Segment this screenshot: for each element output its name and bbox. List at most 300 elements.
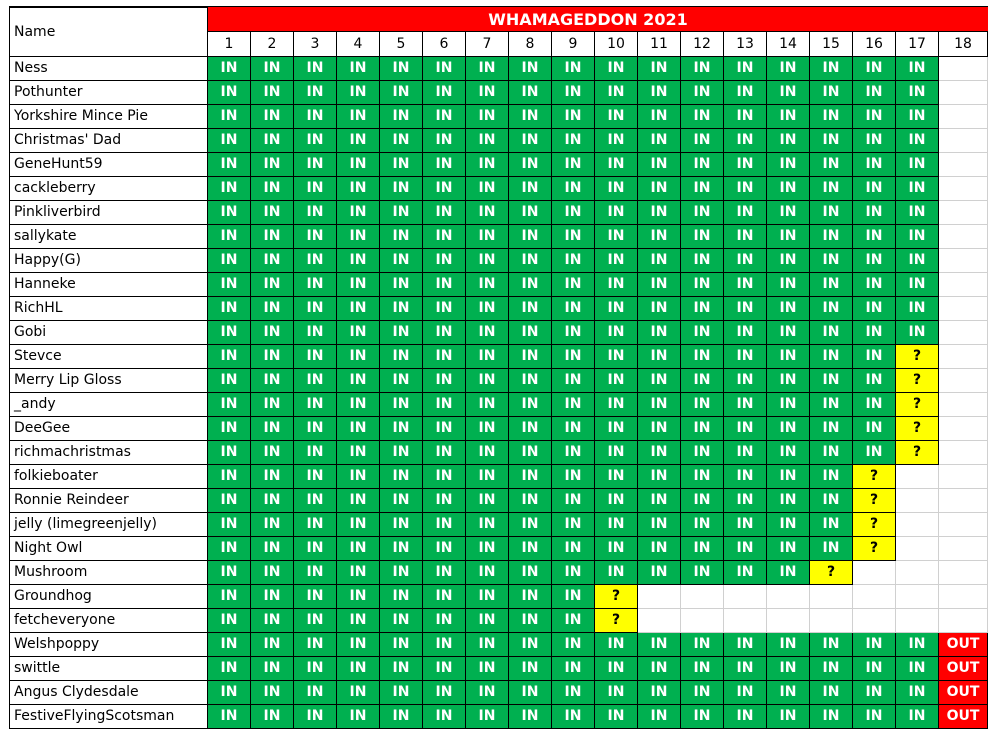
status-cell-in[interactable]: IN bbox=[810, 489, 853, 513]
status-cell-in[interactable]: IN bbox=[337, 105, 380, 129]
status-cell-in[interactable]: IN bbox=[853, 153, 896, 177]
status-cell-in[interactable]: IN bbox=[810, 345, 853, 369]
status-cell-in[interactable]: IN bbox=[896, 657, 939, 681]
status-cell-blank[interactable] bbox=[767, 609, 810, 633]
status-cell-in[interactable]: IN bbox=[251, 249, 294, 273]
status-cell-in[interactable]: IN bbox=[595, 561, 638, 585]
status-cell-blank[interactable] bbox=[939, 345, 988, 369]
status-cell-in[interactable]: IN bbox=[337, 465, 380, 489]
status-cell-in[interactable]: IN bbox=[294, 297, 337, 321]
status-cell-in[interactable]: IN bbox=[896, 57, 939, 81]
status-cell-in[interactable]: IN bbox=[466, 633, 509, 657]
status-cell-blank[interactable] bbox=[724, 609, 767, 633]
status-cell-in[interactable]: IN bbox=[423, 561, 466, 585]
status-cell-in[interactable]: IN bbox=[294, 369, 337, 393]
status-cell-in[interactable]: IN bbox=[509, 129, 552, 153]
status-cell-blank[interactable] bbox=[939, 297, 988, 321]
status-cell-in[interactable]: IN bbox=[552, 105, 595, 129]
status-cell-in[interactable]: IN bbox=[724, 153, 767, 177]
status-cell-in[interactable]: IN bbox=[380, 201, 423, 225]
status-cell-in[interactable]: IN bbox=[767, 129, 810, 153]
status-cell-in[interactable]: IN bbox=[767, 657, 810, 681]
status-cell-in[interactable]: IN bbox=[853, 657, 896, 681]
status-cell-in[interactable]: IN bbox=[208, 513, 251, 537]
status-cell-in[interactable]: IN bbox=[423, 465, 466, 489]
status-cell-in[interactable]: IN bbox=[552, 393, 595, 417]
status-cell-in[interactable]: IN bbox=[466, 705, 509, 729]
status-cell-in[interactable]: IN bbox=[638, 417, 681, 441]
participant-name[interactable]: swittle bbox=[9, 657, 208, 681]
status-cell-in[interactable]: IN bbox=[337, 537, 380, 561]
status-cell-in[interactable]: IN bbox=[853, 105, 896, 129]
status-cell-in[interactable]: IN bbox=[509, 57, 552, 81]
status-cell-in[interactable]: IN bbox=[638, 345, 681, 369]
status-cell-in[interactable]: IN bbox=[208, 321, 251, 345]
status-cell-in[interactable]: IN bbox=[552, 201, 595, 225]
participant-name[interactable]: FestiveFlyingScotsman bbox=[9, 705, 208, 729]
status-cell-in[interactable]: IN bbox=[337, 345, 380, 369]
status-cell-in[interactable]: IN bbox=[509, 105, 552, 129]
status-cell-in[interactable]: IN bbox=[423, 321, 466, 345]
status-cell-in[interactable]: IN bbox=[681, 153, 724, 177]
status-cell-blank[interactable] bbox=[939, 393, 988, 417]
status-cell-in[interactable]: IN bbox=[595, 417, 638, 441]
status-cell-in[interactable]: IN bbox=[294, 561, 337, 585]
status-cell-in[interactable]: IN bbox=[810, 537, 853, 561]
status-cell-in[interactable]: IN bbox=[896, 129, 939, 153]
status-cell-in[interactable]: IN bbox=[638, 249, 681, 273]
status-cell-in[interactable]: IN bbox=[423, 489, 466, 513]
status-cell-in[interactable]: IN bbox=[294, 537, 337, 561]
status-cell-in[interactable]: IN bbox=[767, 201, 810, 225]
status-cell-in[interactable]: IN bbox=[466, 273, 509, 297]
status-cell-in[interactable]: IN bbox=[681, 393, 724, 417]
status-cell-in[interactable]: IN bbox=[638, 537, 681, 561]
status-cell-in[interactable]: IN bbox=[337, 225, 380, 249]
status-cell-in[interactable]: IN bbox=[337, 297, 380, 321]
status-cell-in[interactable]: IN bbox=[294, 201, 337, 225]
status-cell-blank[interactable] bbox=[939, 609, 988, 633]
status-cell-in[interactable]: IN bbox=[380, 369, 423, 393]
status-cell-in[interactable]: IN bbox=[423, 57, 466, 81]
status-cell-in[interactable]: IN bbox=[681, 273, 724, 297]
status-cell-blank[interactable] bbox=[767, 585, 810, 609]
status-cell-in[interactable]: IN bbox=[552, 681, 595, 705]
status-cell-out[interactable]: OUT bbox=[939, 705, 988, 729]
status-cell-in[interactable]: IN bbox=[466, 465, 509, 489]
status-cell-in[interactable]: IN bbox=[552, 585, 595, 609]
day-header-1[interactable]: 1 bbox=[208, 32, 251, 57]
status-cell-blank[interactable] bbox=[681, 585, 724, 609]
status-cell-in[interactable]: IN bbox=[509, 249, 552, 273]
status-cell-in[interactable]: IN bbox=[380, 105, 423, 129]
name-column-header[interactable]: Name bbox=[9, 7, 208, 57]
status-cell-in[interactable]: IN bbox=[380, 225, 423, 249]
status-cell-in[interactable]: IN bbox=[638, 657, 681, 681]
participant-name[interactable]: Merry Lip Gloss bbox=[9, 369, 208, 393]
status-cell-in[interactable]: IN bbox=[380, 57, 423, 81]
status-cell-in[interactable]: IN bbox=[208, 201, 251, 225]
status-cell-in[interactable]: IN bbox=[423, 297, 466, 321]
status-cell-in[interactable]: IN bbox=[810, 465, 853, 489]
status-cell-in[interactable]: IN bbox=[208, 249, 251, 273]
day-header-18[interactable]: 18 bbox=[939, 32, 988, 57]
status-cell-in[interactable]: IN bbox=[552, 177, 595, 201]
status-cell-in[interactable]: IN bbox=[810, 681, 853, 705]
participant-name[interactable]: _andy bbox=[9, 393, 208, 417]
status-cell-in[interactable]: IN bbox=[294, 57, 337, 81]
status-cell-in[interactable]: IN bbox=[251, 609, 294, 633]
status-cell-in[interactable]: IN bbox=[810, 393, 853, 417]
status-cell-in[interactable]: IN bbox=[681, 225, 724, 249]
status-cell-in[interactable]: IN bbox=[681, 657, 724, 681]
status-cell-in[interactable]: IN bbox=[466, 105, 509, 129]
status-cell-blank[interactable] bbox=[638, 609, 681, 633]
status-cell-in[interactable]: IN bbox=[724, 489, 767, 513]
status-cell-in[interactable]: IN bbox=[638, 153, 681, 177]
status-cell-in[interactable]: IN bbox=[380, 297, 423, 321]
status-cell-in[interactable]: IN bbox=[509, 297, 552, 321]
status-cell-in[interactable]: IN bbox=[251, 513, 294, 537]
status-cell-in[interactable]: IN bbox=[681, 561, 724, 585]
participant-name[interactable]: Night Owl bbox=[9, 537, 208, 561]
status-cell-in[interactable]: IN bbox=[681, 441, 724, 465]
status-cell-in[interactable]: IN bbox=[466, 81, 509, 105]
status-cell-in[interactable]: IN bbox=[853, 321, 896, 345]
status-cell-in[interactable]: IN bbox=[294, 489, 337, 513]
status-cell-in[interactable]: IN bbox=[552, 609, 595, 633]
status-cell-in[interactable]: IN bbox=[251, 705, 294, 729]
status-cell-in[interactable]: IN bbox=[595, 681, 638, 705]
status-cell-in[interactable]: IN bbox=[552, 129, 595, 153]
status-cell-in[interactable]: IN bbox=[509, 81, 552, 105]
day-header-2[interactable]: 2 bbox=[251, 32, 294, 57]
status-cell-in[interactable]: IN bbox=[638, 129, 681, 153]
status-cell-in[interactable]: IN bbox=[853, 249, 896, 273]
status-cell-in[interactable]: IN bbox=[853, 81, 896, 105]
status-cell-in[interactable]: IN bbox=[509, 273, 552, 297]
status-cell-in[interactable]: IN bbox=[896, 633, 939, 657]
status-cell-blank[interactable] bbox=[681, 609, 724, 633]
status-cell-in[interactable]: IN bbox=[681, 201, 724, 225]
status-cell-in[interactable]: IN bbox=[509, 537, 552, 561]
status-cell-in[interactable]: IN bbox=[810, 105, 853, 129]
status-cell-blank[interactable] bbox=[939, 489, 988, 513]
status-cell-blank[interactable] bbox=[939, 369, 988, 393]
participant-name[interactable]: Pothunter bbox=[9, 81, 208, 105]
status-cell-out[interactable]: OUT bbox=[939, 633, 988, 657]
participant-name[interactable]: Pinkliverbird bbox=[9, 201, 208, 225]
status-cell-blank[interactable] bbox=[939, 513, 988, 537]
status-cell-blank[interactable] bbox=[939, 537, 988, 561]
status-cell-in[interactable]: IN bbox=[810, 81, 853, 105]
status-cell-in[interactable]: IN bbox=[552, 297, 595, 321]
status-cell-in[interactable]: IN bbox=[509, 465, 552, 489]
status-cell-in[interactable]: IN bbox=[638, 81, 681, 105]
status-cell-in[interactable]: IN bbox=[595, 177, 638, 201]
status-cell-in[interactable]: IN bbox=[552, 417, 595, 441]
status-cell-in[interactable]: IN bbox=[466, 225, 509, 249]
status-cell-in[interactable]: IN bbox=[466, 369, 509, 393]
status-cell-in[interactable]: IN bbox=[251, 297, 294, 321]
status-cell-in[interactable]: IN bbox=[337, 489, 380, 513]
status-cell-in[interactable]: IN bbox=[681, 177, 724, 201]
status-cell-in[interactable]: IN bbox=[337, 321, 380, 345]
status-cell-in[interactable]: IN bbox=[423, 393, 466, 417]
status-cell-blank[interactable] bbox=[939, 441, 988, 465]
status-cell-in[interactable]: IN bbox=[724, 633, 767, 657]
status-cell-in[interactable]: IN bbox=[681, 57, 724, 81]
status-cell-in[interactable]: IN bbox=[681, 537, 724, 561]
status-cell-in[interactable]: IN bbox=[337, 153, 380, 177]
status-cell-in[interactable]: IN bbox=[509, 393, 552, 417]
status-cell-in[interactable]: IN bbox=[853, 273, 896, 297]
status-cell-in[interactable]: IN bbox=[767, 393, 810, 417]
status-cell-question[interactable]: ? bbox=[810, 561, 853, 585]
status-cell-in[interactable]: IN bbox=[208, 633, 251, 657]
status-cell-blank[interactable] bbox=[939, 177, 988, 201]
status-cell-in[interactable]: IN bbox=[724, 537, 767, 561]
status-cell-in[interactable]: IN bbox=[638, 57, 681, 81]
status-cell-in[interactable]: IN bbox=[466, 585, 509, 609]
status-cell-in[interactable]: IN bbox=[294, 153, 337, 177]
status-cell-blank[interactable] bbox=[896, 561, 939, 585]
status-cell-in[interactable]: IN bbox=[380, 177, 423, 201]
status-cell-in[interactable]: IN bbox=[251, 657, 294, 681]
status-cell-in[interactable]: IN bbox=[896, 249, 939, 273]
status-cell-in[interactable]: IN bbox=[509, 345, 552, 369]
status-cell-in[interactable]: IN bbox=[767, 633, 810, 657]
status-cell-in[interactable]: IN bbox=[724, 513, 767, 537]
status-cell-in[interactable]: IN bbox=[638, 273, 681, 297]
status-cell-in[interactable]: IN bbox=[509, 177, 552, 201]
day-header-8[interactable]: 8 bbox=[509, 32, 552, 57]
status-cell-in[interactable]: IN bbox=[251, 153, 294, 177]
status-cell-in[interactable]: IN bbox=[853, 225, 896, 249]
participant-name[interactable]: Happy(G) bbox=[9, 249, 208, 273]
status-cell-in[interactable]: IN bbox=[638, 201, 681, 225]
status-cell-in[interactable]: IN bbox=[509, 417, 552, 441]
status-cell-in[interactable]: IN bbox=[896, 705, 939, 729]
status-cell-in[interactable]: IN bbox=[208, 345, 251, 369]
status-cell-in[interactable]: IN bbox=[423, 537, 466, 561]
status-cell-in[interactable]: IN bbox=[552, 249, 595, 273]
status-cell-in[interactable]: IN bbox=[552, 225, 595, 249]
status-cell-in[interactable]: IN bbox=[251, 177, 294, 201]
status-cell-in[interactable]: IN bbox=[896, 201, 939, 225]
status-cell-in[interactable]: IN bbox=[724, 201, 767, 225]
status-cell-in[interactable]: IN bbox=[423, 441, 466, 465]
status-cell-in[interactable]: IN bbox=[509, 441, 552, 465]
status-cell-in[interactable]: IN bbox=[638, 297, 681, 321]
status-cell-in[interactable]: IN bbox=[896, 297, 939, 321]
status-cell-in[interactable]: IN bbox=[466, 417, 509, 441]
status-cell-in[interactable]: IN bbox=[251, 81, 294, 105]
status-cell-in[interactable]: IN bbox=[337, 585, 380, 609]
status-cell-in[interactable]: IN bbox=[681, 321, 724, 345]
status-cell-in[interactable]: IN bbox=[466, 561, 509, 585]
status-cell-in[interactable]: IN bbox=[810, 633, 853, 657]
status-cell-in[interactable]: IN bbox=[337, 81, 380, 105]
status-cell-in[interactable]: IN bbox=[638, 441, 681, 465]
status-cell-in[interactable]: IN bbox=[294, 129, 337, 153]
status-cell-in[interactable]: IN bbox=[810, 321, 853, 345]
status-cell-in[interactable]: IN bbox=[509, 585, 552, 609]
status-cell-in[interactable]: IN bbox=[853, 201, 896, 225]
status-cell-in[interactable]: IN bbox=[810, 369, 853, 393]
status-cell-in[interactable]: IN bbox=[810, 513, 853, 537]
status-cell-in[interactable]: IN bbox=[853, 441, 896, 465]
status-cell-in[interactable]: IN bbox=[423, 609, 466, 633]
status-cell-in[interactable]: IN bbox=[853, 393, 896, 417]
status-cell-in[interactable]: IN bbox=[251, 105, 294, 129]
status-cell-blank[interactable] bbox=[896, 513, 939, 537]
status-cell-in[interactable]: IN bbox=[638, 105, 681, 129]
status-cell-in[interactable]: IN bbox=[466, 513, 509, 537]
status-cell-question[interactable]: ? bbox=[896, 345, 939, 369]
status-cell-in[interactable]: IN bbox=[380, 561, 423, 585]
status-cell-in[interactable]: IN bbox=[681, 297, 724, 321]
status-cell-in[interactable]: IN bbox=[251, 441, 294, 465]
status-cell-in[interactable]: IN bbox=[423, 585, 466, 609]
status-cell-in[interactable]: IN bbox=[638, 705, 681, 729]
status-cell-in[interactable]: IN bbox=[380, 537, 423, 561]
status-cell-blank[interactable] bbox=[853, 585, 896, 609]
status-cell-in[interactable]: IN bbox=[853, 177, 896, 201]
status-cell-blank[interactable] bbox=[896, 465, 939, 489]
status-cell-in[interactable]: IN bbox=[208, 369, 251, 393]
participant-name[interactable]: Christmas' Dad bbox=[9, 129, 208, 153]
status-cell-in[interactable]: IN bbox=[423, 177, 466, 201]
status-cell-in[interactable]: IN bbox=[509, 705, 552, 729]
day-header-7[interactable]: 7 bbox=[466, 32, 509, 57]
status-cell-in[interactable]: IN bbox=[724, 705, 767, 729]
status-cell-in[interactable]: IN bbox=[251, 561, 294, 585]
status-cell-in[interactable]: IN bbox=[509, 657, 552, 681]
status-cell-in[interactable]: IN bbox=[294, 657, 337, 681]
status-cell-in[interactable]: IN bbox=[810, 441, 853, 465]
status-cell-in[interactable]: IN bbox=[595, 393, 638, 417]
status-cell-in[interactable]: IN bbox=[595, 249, 638, 273]
status-cell-in[interactable]: IN bbox=[337, 129, 380, 153]
status-cell-in[interactable]: IN bbox=[294, 609, 337, 633]
status-cell-in[interactable]: IN bbox=[896, 105, 939, 129]
status-cell-question[interactable]: ? bbox=[896, 369, 939, 393]
status-cell-in[interactable]: IN bbox=[896, 153, 939, 177]
participant-name[interactable]: richmachristmas bbox=[9, 441, 208, 465]
day-header-6[interactable]: 6 bbox=[423, 32, 466, 57]
status-cell-in[interactable]: IN bbox=[466, 321, 509, 345]
status-cell-blank[interactable] bbox=[896, 489, 939, 513]
status-cell-in[interactable]: IN bbox=[337, 249, 380, 273]
status-cell-blank[interactable] bbox=[810, 609, 853, 633]
status-cell-blank[interactable] bbox=[939, 417, 988, 441]
status-cell-in[interactable]: IN bbox=[380, 489, 423, 513]
status-cell-in[interactable]: IN bbox=[724, 369, 767, 393]
status-cell-in[interactable]: IN bbox=[767, 249, 810, 273]
status-cell-in[interactable]: IN bbox=[466, 681, 509, 705]
participant-name[interactable]: cackleberry bbox=[9, 177, 208, 201]
status-cell-in[interactable]: IN bbox=[466, 57, 509, 81]
participant-name[interactable]: jelly (limegreenjelly) bbox=[9, 513, 208, 537]
status-cell-in[interactable]: IN bbox=[724, 273, 767, 297]
status-cell-in[interactable]: IN bbox=[853, 633, 896, 657]
status-cell-in[interactable]: IN bbox=[380, 129, 423, 153]
status-cell-in[interactable]: IN bbox=[552, 633, 595, 657]
status-cell-in[interactable]: IN bbox=[337, 369, 380, 393]
status-cell-in[interactable]: IN bbox=[724, 177, 767, 201]
status-cell-in[interactable]: IN bbox=[767, 441, 810, 465]
status-cell-in[interactable]: IN bbox=[724, 249, 767, 273]
participant-name[interactable]: Angus Clydesdale bbox=[9, 681, 208, 705]
status-cell-in[interactable]: IN bbox=[595, 321, 638, 345]
status-cell-in[interactable]: IN bbox=[638, 465, 681, 489]
status-cell-in[interactable]: IN bbox=[294, 705, 337, 729]
status-cell-in[interactable]: IN bbox=[552, 441, 595, 465]
status-cell-in[interactable]: IN bbox=[337, 441, 380, 465]
status-cell-blank[interactable] bbox=[939, 465, 988, 489]
status-cell-in[interactable]: IN bbox=[423, 657, 466, 681]
status-cell-in[interactable]: IN bbox=[638, 321, 681, 345]
status-cell-in[interactable]: IN bbox=[337, 177, 380, 201]
status-cell-in[interactable]: IN bbox=[767, 57, 810, 81]
status-cell-in[interactable]: IN bbox=[294, 393, 337, 417]
status-cell-blank[interactable] bbox=[896, 585, 939, 609]
status-cell-in[interactable]: IN bbox=[638, 489, 681, 513]
status-cell-in[interactable]: IN bbox=[380, 705, 423, 729]
status-cell-out[interactable]: OUT bbox=[939, 657, 988, 681]
status-cell-in[interactable]: IN bbox=[509, 153, 552, 177]
status-cell-in[interactable]: IN bbox=[767, 177, 810, 201]
status-cell-in[interactable]: IN bbox=[466, 177, 509, 201]
status-cell-blank[interactable] bbox=[896, 609, 939, 633]
status-cell-in[interactable]: IN bbox=[423, 681, 466, 705]
status-cell-in[interactable]: IN bbox=[466, 297, 509, 321]
status-cell-in[interactable]: IN bbox=[724, 105, 767, 129]
status-cell-in[interactable]: IN bbox=[380, 249, 423, 273]
status-cell-in[interactable]: IN bbox=[595, 345, 638, 369]
status-cell-in[interactable]: IN bbox=[767, 105, 810, 129]
status-cell-in[interactable]: IN bbox=[337, 201, 380, 225]
status-cell-in[interactable]: IN bbox=[595, 537, 638, 561]
status-cell-in[interactable]: IN bbox=[208, 393, 251, 417]
status-cell-in[interactable]: IN bbox=[294, 633, 337, 657]
status-cell-in[interactable]: IN bbox=[896, 81, 939, 105]
status-cell-in[interactable]: IN bbox=[208, 81, 251, 105]
status-cell-in[interactable]: IN bbox=[638, 513, 681, 537]
status-cell-in[interactable]: IN bbox=[337, 417, 380, 441]
status-cell-in[interactable]: IN bbox=[681, 105, 724, 129]
status-cell-in[interactable]: IN bbox=[638, 633, 681, 657]
status-cell-in[interactable]: IN bbox=[208, 177, 251, 201]
status-cell-in[interactable]: IN bbox=[208, 105, 251, 129]
status-cell-in[interactable]: IN bbox=[552, 537, 595, 561]
status-cell-in[interactable]: IN bbox=[380, 273, 423, 297]
status-cell-question[interactable]: ? bbox=[896, 417, 939, 441]
status-cell-in[interactable]: IN bbox=[896, 177, 939, 201]
status-cell-in[interactable]: IN bbox=[423, 225, 466, 249]
participant-name[interactable]: Welshpoppy bbox=[9, 633, 208, 657]
status-cell-in[interactable]: IN bbox=[681, 345, 724, 369]
status-cell-in[interactable]: IN bbox=[595, 297, 638, 321]
status-cell-in[interactable]: IN bbox=[767, 561, 810, 585]
status-cell-in[interactable]: IN bbox=[638, 681, 681, 705]
status-cell-in[interactable]: IN bbox=[466, 249, 509, 273]
status-cell-in[interactable]: IN bbox=[208, 273, 251, 297]
status-cell-in[interactable]: IN bbox=[294, 345, 337, 369]
status-cell-in[interactable]: IN bbox=[552, 321, 595, 345]
status-cell-in[interactable]: IN bbox=[724, 393, 767, 417]
